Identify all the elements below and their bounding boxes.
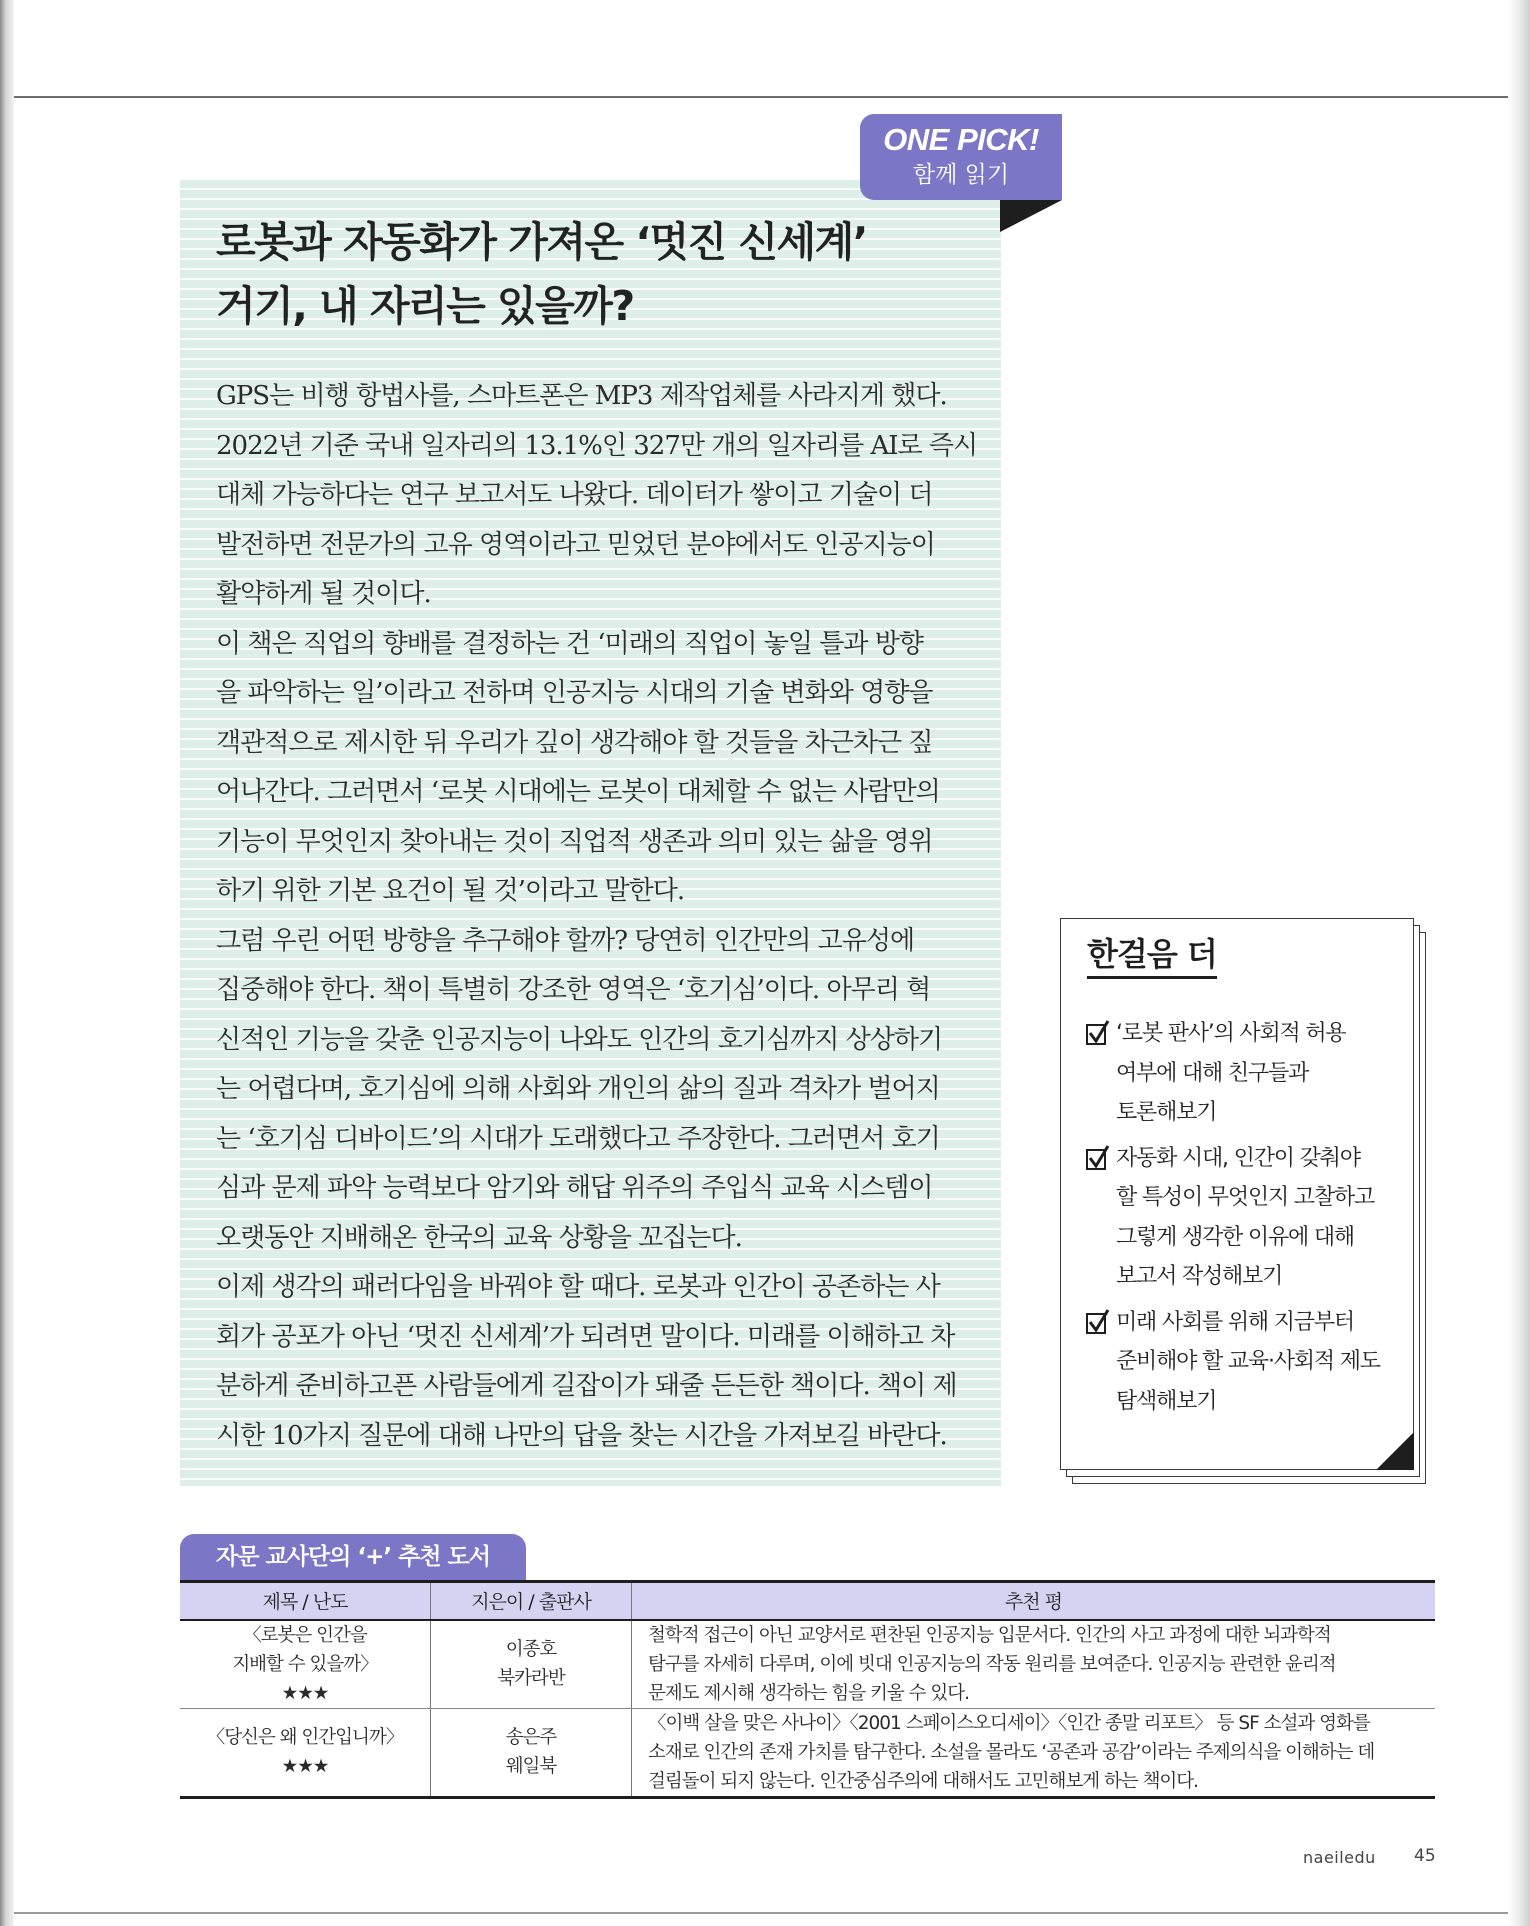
body-line: 2022년 기준 국내 일자리의 13.1%인 327만 개의 일자리를 AI로 즉시 <box>216 430 978 461</box>
author-publisher-cell <box>431 1708 632 1797</box>
body-line: 이 책은 직업의 향배를 결정하는 건 ‘미래의 직업이 놓일 틀과 방향 <box>216 628 923 659</box>
note-item <box>1086 1014 1426 1133</box>
body-line: 활약하게 될 것이다. <box>216 579 431 609</box>
book-title-cell <box>180 1620 431 1709</box>
publisher-name: 북카라반 <box>497 1668 565 1689</box>
body-line: 이제 생각의 패러다임을 바꿔야 할 때다. 로봇과 인간이 공존하는 사 <box>216 1272 940 1302</box>
headline-line: 로봇과 자동화가 가져온 ‘멋진 신세계’ <box>216 218 867 266</box>
body-line: 분하게 준비하고픈 사람들에게 길잡이가 돼줄 든든한 책이다. 책이 제 <box>216 1371 957 1401</box>
column-header-title: 제목 / 난도 <box>180 1582 431 1620</box>
book-title-cell <box>180 1708 431 1797</box>
book-title-line: 〈로봇은 인간을 <box>243 1624 367 1646</box>
difficulty-stars: ★★★ <box>281 1682 329 1704</box>
table-header-row <box>180 1582 1435 1620</box>
body-line: 는 ‘호기심 디바이드’의 시대가 도래했다고 주장한다. 그러면서 호기 <box>216 1123 940 1154</box>
author-name: 이종호 <box>505 1639 557 1660</box>
note-checklist <box>1086 1014 1426 1427</box>
review-line: 소재로 인간의 존재 가치를 탐구한다. 소설을 몰라도 ‘공존과 공감’이라는 주제의식을 이해하는 데 <box>648 1741 1375 1763</box>
column-header-author: 지은이 / 출판사 <box>431 1582 632 1620</box>
page-edge-left <box>0 0 14 1926</box>
body-line: 시한 10가지 질문에 대해 나만의 답을 찾는 시간을 가져보길 바란다. <box>216 1420 947 1451</box>
badge-title: ONE PICK! <box>883 122 1039 157</box>
note-item-line: ‘로봇 판사’의 사회적 허용 <box>1116 1021 1346 1046</box>
table-row <box>180 1708 1435 1797</box>
table-row <box>180 1620 1435 1709</box>
body-line: 객관적으로 제시한 뒤 우리가 깊이 생각해야 할 것들을 차근차근 짚 <box>216 727 933 758</box>
difficulty-stars: ★★★ <box>281 1756 329 1777</box>
checkbox-checked-icon <box>1086 1020 1110 1046</box>
note-item-line: 준비해야 할 교육·사회적 제도 <box>1116 1349 1380 1374</box>
recommendation-table <box>180 1580 1435 1799</box>
note-item <box>1086 1139 1426 1297</box>
review-line: 걸림돌이 되지 않는다. 인간중심주의에 대해서도 고민해보게 하는 책이다. <box>648 1770 1199 1792</box>
badge-fold-corner <box>1000 200 1062 232</box>
body-line: 하기 위한 기본 요건이 될 것’이라고 말한다. <box>216 876 685 906</box>
checkbox-checked-icon <box>1086 1145 1110 1171</box>
note-item-line: 보고서 작성해보기 <box>1116 1264 1283 1289</box>
article-headline <box>216 210 996 338</box>
one-pick-badge <box>860 114 1062 200</box>
article-body <box>216 372 976 1461</box>
review-line: 문제도 제시해 생각하는 힘을 키울 수 있다. <box>648 1682 969 1704</box>
body-line: 심과 문제 파악 능력보다 암기와 해답 위주의 주입식 교육 시스템이 <box>216 1173 933 1203</box>
publisher-name: 웨일북 <box>505 1756 557 1777</box>
note-item-line: 자동화 시대, 인간이 갖춰야 <box>1116 1145 1360 1171</box>
body-line: 그럼 우린 어떤 방향을 추구해야 할까? 당연히 인간만의 고유성에 <box>216 925 915 956</box>
top-rule <box>14 96 1508 98</box>
body-line: 회가 공포가 아닌 ‘멋진 신세계’가 되려면 말이다. 미래를 이해하고 차 <box>216 1321 955 1352</box>
note-item-line: 여부에 대해 친구들과 <box>1116 1060 1309 1086</box>
body-line: 을 파악하는 일’이라고 전하며 인공지능 시대의 기술 변화와 영향을 <box>216 678 933 708</box>
body-line: GPS는 비행 항법사를, 스마트폰은 MP3 제작업체를 사라지게 했다. <box>216 381 947 411</box>
review-line: 〈이백 살을 맞은 사나이〉〈2001 스페이스오디세이〉〈인간 종말 리포트〉 등 SF 소설과 영화를 <box>648 1712 1370 1734</box>
body-line: 어나간다. 그러면서 ‘로봇 시대에는 로봇이 대체할 수 없는 사람만의 <box>216 777 940 807</box>
note-item-line: 할 특성이 무엇인지 고찰하고 <box>1116 1185 1375 1210</box>
author-name: 송은주 <box>505 1727 557 1748</box>
note-item-line: 그렇게 생각한 이유에 대해 <box>1116 1224 1354 1250</box>
badge-subtitle: 함께 읽기 <box>912 162 1010 188</box>
body-line: 신적인 기능을 갖춘 인공지능이 나와도 인간의 호기심까지 상상하기 <box>216 1024 943 1055</box>
body-line: 오랫동안 지배해온 한국의 교육 상황을 꼬집는다. <box>216 1222 742 1253</box>
body-line: 는 어렵다며, 호기심에 의해 사회와 개인의 삶의 질과 격차가 벌어지 <box>216 1074 940 1104</box>
author-publisher-cell <box>431 1620 632 1709</box>
column-header-review: 추천 평 <box>632 1582 1436 1620</box>
bottom-rule <box>14 1912 1508 1914</box>
review-line: 탐구를 자세히 다루며, 이에 빗대 인공지능의 작동 원리를 보여준다. 인공지능 관련한 윤리적 <box>648 1653 1336 1675</box>
body-line: 발전하면 전문가의 고유 영역이라고 믿었던 분야에서도 인공지능이 <box>216 529 935 560</box>
review-cell <box>632 1708 1436 1797</box>
page-edge-right <box>1508 0 1530 1926</box>
checkbox-checked-icon <box>1086 1309 1110 1335</box>
note-item-line: 미래 사회를 위해 지금부터 <box>1116 1309 1354 1335</box>
note-item-line: 토론해보기 <box>1116 1100 1217 1125</box>
headline-line: 거기, 내 자리는 있을까? <box>216 282 634 330</box>
footer-brand: naeiledu <box>1303 1848 1376 1867</box>
book-title-line: 지배할 수 있을까〉 <box>232 1653 378 1675</box>
body-line: 기능이 무엇인지 찾아내는 것이 직업적 생존과 의미 있는 삶을 영위 <box>216 826 933 857</box>
note-item-line: 탐색해보기 <box>1116 1388 1217 1414</box>
book-title-line: 〈당신은 왜 인간입니까〉 <box>206 1727 404 1748</box>
review-line: 철학적 접근이 아닌 교양서로 편찬된 인공지능 입문서다. 인간의 사고 과정에 대한 뇌과학적 <box>648 1624 1331 1646</box>
page-number: 45 <box>1414 1846 1436 1866</box>
note-fold-corner <box>1376 1432 1414 1470</box>
review-cell <box>632 1620 1436 1709</box>
recommendation-table-label: 자문 교사단의 ‘+’ 추천 도서 <box>180 1534 526 1580</box>
note-item <box>1086 1303 1426 1422</box>
body-line: 대체 가능하다는 연구 보고서도 나왔다. 데이터가 쌓이고 기술이 더 <box>216 480 933 510</box>
body-line: 집중해야 한다. 책이 특별히 강조한 영역은 ‘호기심’이다. 아무리 혁 <box>216 975 931 1005</box>
note-title: 한걸음 더 <box>1087 932 1217 979</box>
